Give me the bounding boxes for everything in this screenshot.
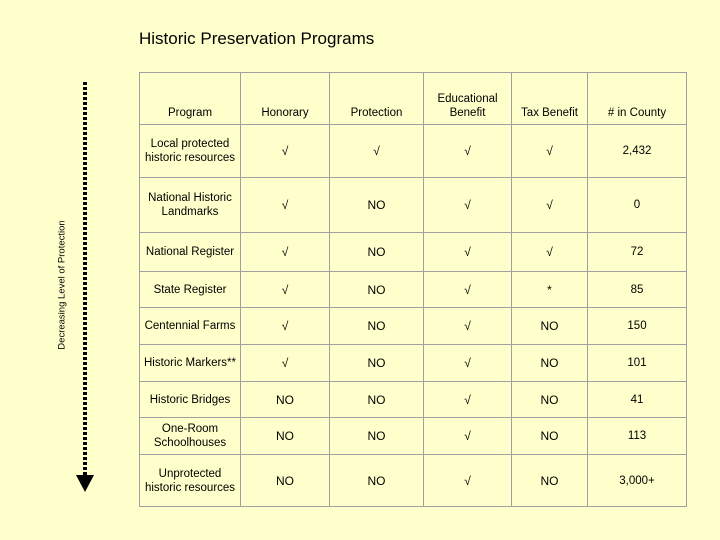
row-educational: √ [424, 125, 512, 178]
row-program: One-Room Schoolhouses [140, 418, 241, 455]
row-honorary: √ [241, 177, 330, 232]
row-protection: NO [330, 232, 424, 271]
side-label: Decreasing Level of Protection [56, 220, 68, 350]
row-program: National Historic Landmarks [140, 177, 241, 232]
table-header-row [140, 73, 687, 125]
row-tax: * [512, 271, 588, 308]
row-protection: NO [330, 455, 424, 507]
row-protection: NO [330, 418, 424, 455]
page-title: Historic Preservation Programs [139, 29, 375, 48]
row-tax: √ [512, 232, 588, 271]
row-count: 0 [588, 177, 687, 232]
row-honorary: √ [241, 271, 330, 308]
row-educational: √ [424, 177, 512, 232]
row-program: National Register [140, 232, 241, 271]
header-tax-benefit: Tax Benefit [512, 73, 588, 125]
table-row [140, 308, 687, 345]
header-program: Program [140, 73, 241, 125]
row-count: 101 [588, 345, 687, 382]
row-honorary: NO [241, 418, 330, 455]
table-row [140, 271, 687, 308]
row-protection: NO [330, 177, 424, 232]
row-count: 113 [588, 418, 687, 455]
table-body [140, 125, 687, 507]
row-tax: √ [512, 177, 588, 232]
table-row [140, 177, 687, 232]
row-count: 150 [588, 308, 687, 345]
table-row [140, 345, 687, 382]
row-tax: √ [512, 125, 588, 178]
row-count: 41 [588, 381, 687, 418]
row-count: 3,000+ [588, 455, 687, 507]
row-tax: NO [512, 381, 588, 418]
row-educational: √ [424, 381, 512, 418]
table-row [140, 418, 687, 455]
row-honorary: √ [241, 345, 330, 382]
row-protection: NO [330, 345, 424, 382]
header-honorary: Honorary [241, 73, 330, 125]
row-honorary: √ [241, 308, 330, 345]
row-tax: NO [512, 418, 588, 455]
row-program: Historic Markers** [140, 345, 241, 382]
row-tax: NO [512, 455, 588, 507]
row-program: State Register [140, 271, 241, 308]
row-count: 2,432 [588, 125, 687, 178]
row-educational: √ [424, 455, 512, 507]
table-row [140, 125, 687, 178]
row-tax: NO [512, 308, 588, 345]
row-tax: NO [512, 345, 588, 382]
down-arrow-icon [70, 80, 100, 495]
table-row [140, 381, 687, 418]
row-count: 72 [588, 232, 687, 271]
table-row [140, 455, 687, 507]
row-honorary: √ [241, 232, 330, 271]
row-educational: √ [424, 271, 512, 308]
row-protection: √ [330, 125, 424, 178]
row-honorary: √ [241, 125, 330, 178]
programs-table [139, 72, 687, 507]
row-protection: NO [330, 381, 424, 418]
row-program: Local protected historic resources [140, 125, 241, 178]
header-protection: Protection [330, 73, 424, 125]
row-protection: NO [330, 308, 424, 345]
row-educational: √ [424, 345, 512, 382]
row-honorary: NO [241, 381, 330, 418]
row-educational: √ [424, 308, 512, 345]
row-honorary: NO [241, 455, 330, 507]
row-program: Historic Bridges [140, 381, 241, 418]
row-educational: √ [424, 418, 512, 455]
row-program: Unprotected historic resources [140, 455, 241, 507]
protection-arrow [0, 0, 100, 540]
row-protection: NO [330, 271, 424, 308]
header-count: # in County [588, 73, 687, 125]
row-educational: √ [424, 232, 512, 271]
row-program: Centennial Farms [140, 308, 241, 345]
row-count: 85 [588, 271, 687, 308]
header-educational-benefit: Educational Benefit [424, 73, 512, 125]
table-row [140, 232, 687, 271]
